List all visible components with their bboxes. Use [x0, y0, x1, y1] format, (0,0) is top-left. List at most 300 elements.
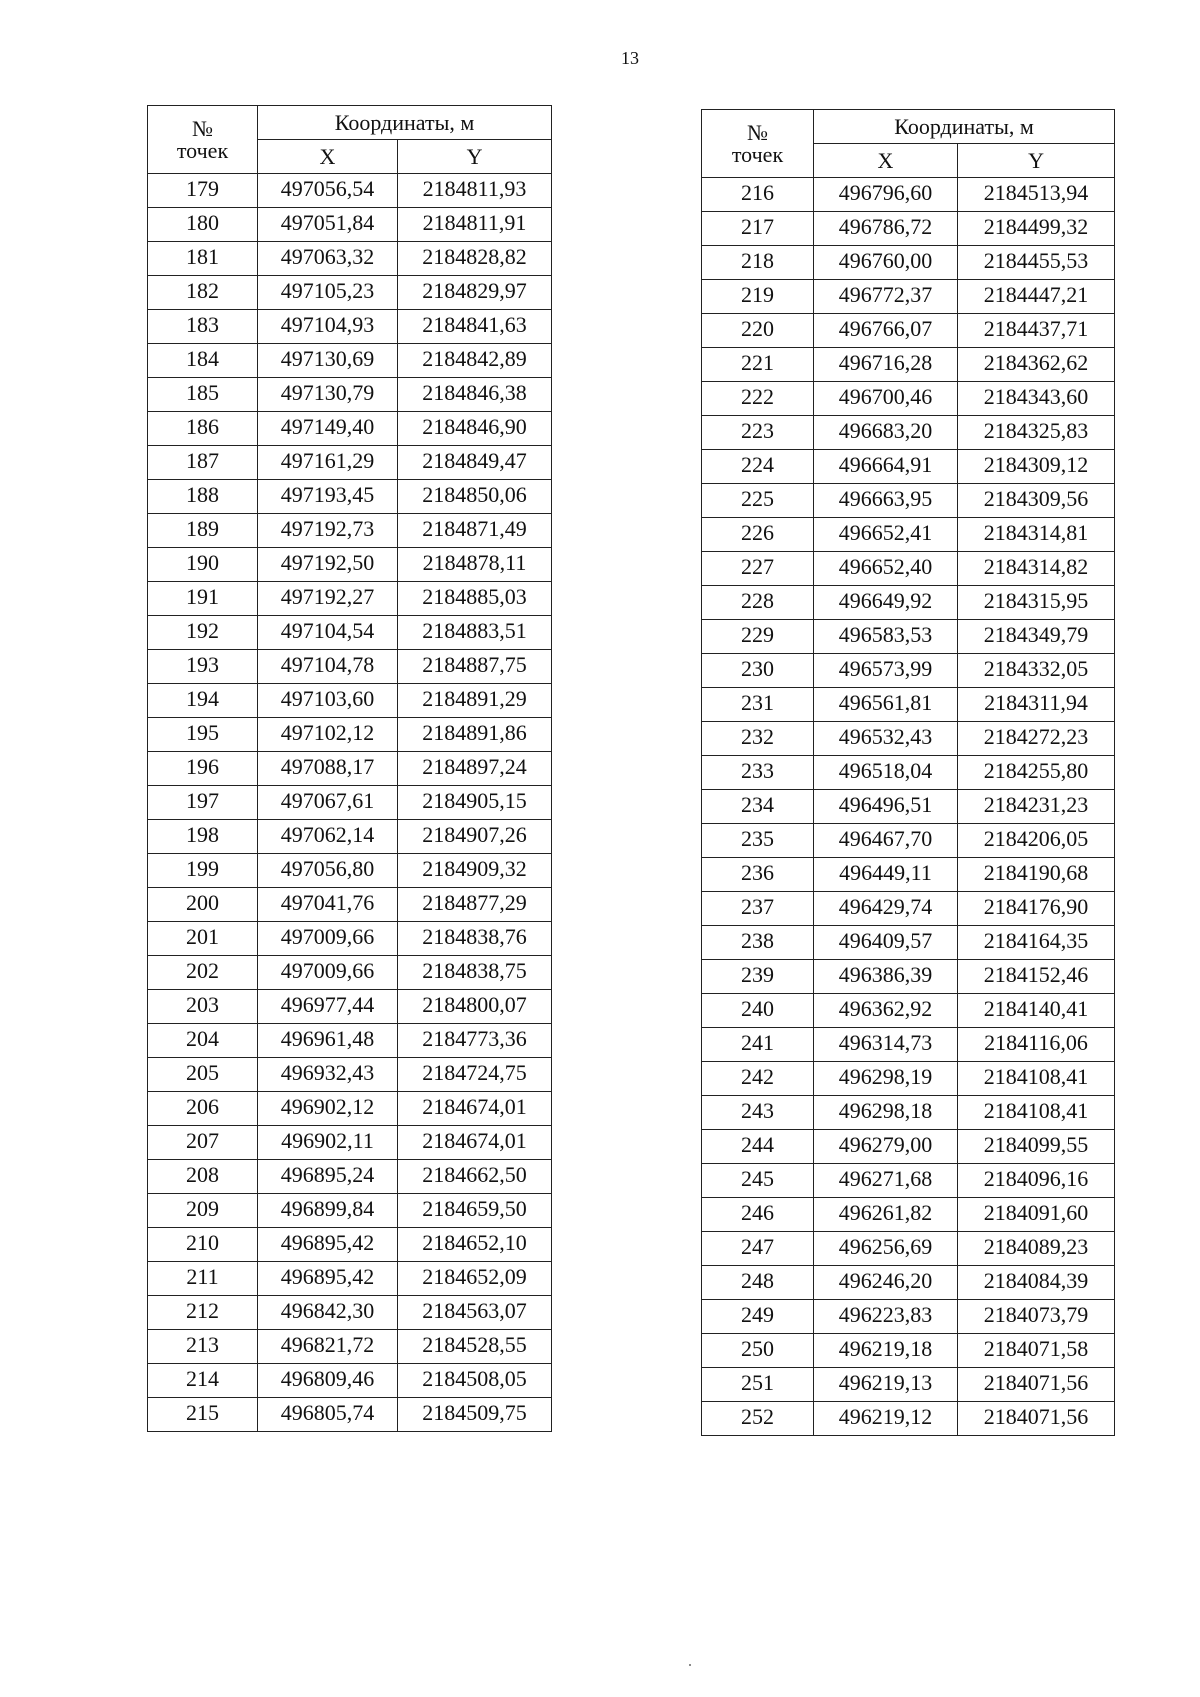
x-coordinate-cell: 497130,79: [258, 378, 398, 412]
x-coordinate-cell: 496772,37: [814, 280, 958, 314]
y-coordinate-cell: 2184499,32: [958, 212, 1115, 246]
x-coordinate-cell: 496219,18: [814, 1334, 958, 1368]
x-coordinate-cell: 497041,76: [258, 888, 398, 922]
table-row: [148, 582, 552, 616]
table-row: [148, 786, 552, 820]
y-coordinate-cell: 2184309,56: [958, 484, 1115, 518]
point-number-cell: 226: [702, 518, 814, 552]
y-coordinate-cell: 2184887,75: [398, 650, 552, 684]
y-coordinate-cell: 2184907,26: [398, 820, 552, 854]
table-row: [148, 684, 552, 718]
y-coordinate-cell: 2184071,58: [958, 1334, 1115, 1368]
table-row: [702, 280, 1115, 314]
y-coordinate-cell: 2184838,75: [398, 956, 552, 990]
table-row: [148, 1398, 552, 1432]
point-number-cell: 190: [148, 548, 258, 582]
table-row: [148, 276, 552, 310]
point-number-cell: 219: [702, 280, 814, 314]
x-coordinate-cell: 497056,54: [258, 174, 398, 208]
y-coordinate-cell: 2184255,80: [958, 756, 1115, 790]
table-row: [148, 718, 552, 752]
point-number-cell: 194: [148, 684, 258, 718]
table-row: [148, 412, 552, 446]
y-coordinate-cell: 2184838,76: [398, 922, 552, 956]
x-coordinate-cell: 496652,40: [814, 552, 958, 586]
table-row: [702, 1300, 1115, 1334]
table-row: [702, 1334, 1115, 1368]
point-number-cell: 244: [702, 1130, 814, 1164]
table-row: [702, 552, 1115, 586]
y-coordinate-cell: 2184828,82: [398, 242, 552, 276]
x-coordinate-cell: 497009,66: [258, 922, 398, 956]
table-row: [702, 246, 1115, 280]
number-sign: №: [747, 119, 768, 145]
coordinates-header: Координаты, м: [258, 106, 552, 140]
y-coordinate-cell: 2184164,35: [958, 926, 1115, 960]
x-coordinate-cell: 496256,69: [814, 1232, 958, 1266]
point-number-cell: 183: [148, 310, 258, 344]
y-coordinate-cell: 2184909,32: [398, 854, 552, 888]
table-row: [702, 1232, 1115, 1266]
table-row: [702, 1266, 1115, 1300]
y-coordinate-cell: 2184842,89: [398, 344, 552, 378]
table-row: [148, 514, 552, 548]
x-coordinate-cell: 496766,07: [814, 314, 958, 348]
table-row: [702, 994, 1115, 1028]
point-number-cell: 224: [702, 450, 814, 484]
x-coordinate-cell: 496561,81: [814, 688, 958, 722]
x-coordinate-cell: 497130,69: [258, 344, 398, 378]
table-row: [148, 888, 552, 922]
y-coordinate-cell: 2184089,23: [958, 1232, 1115, 1266]
point-number-cell: 225: [702, 484, 814, 518]
y-coordinate-cell: 2184811,91: [398, 208, 552, 242]
y-coordinate-cell: 2184829,97: [398, 276, 552, 310]
x-coordinate-cell: 497104,78: [258, 650, 398, 684]
y-coordinate-cell: 2184659,50: [398, 1194, 552, 1228]
x-coordinate-cell: 497056,80: [258, 854, 398, 888]
table-row: [702, 212, 1115, 246]
point-number-cell: 235: [702, 824, 814, 858]
point-number-cell: 199: [148, 854, 258, 888]
point-number-cell: 218: [702, 246, 814, 280]
table-row: [702, 960, 1115, 994]
x-coordinate-cell: 496314,73: [814, 1028, 958, 1062]
point-number-cell: 209: [148, 1194, 258, 1228]
y-coordinate-cell: 2184314,81: [958, 518, 1115, 552]
table-row: [702, 620, 1115, 654]
point-number-cell: 215: [148, 1398, 258, 1432]
x-coordinate-cell: 496902,11: [258, 1126, 398, 1160]
y-coordinate-cell: 2184724,75: [398, 1058, 552, 1092]
y-coordinate-cell: 2184332,05: [958, 654, 1115, 688]
y-coordinate-cell: 2184878,11: [398, 548, 552, 582]
x-coordinate-cell: 497192,73: [258, 514, 398, 548]
y-coordinate-cell: 2184073,79: [958, 1300, 1115, 1334]
x-coordinate-cell: 496429,74: [814, 892, 958, 926]
x-coordinate-cell: 496663,95: [814, 484, 958, 518]
point-number-cell: 181: [148, 242, 258, 276]
point-number-cell: 250: [702, 1334, 814, 1368]
point-number-cell: 208: [148, 1160, 258, 1194]
point-number-cell: 182: [148, 276, 258, 310]
table-row: [148, 990, 552, 1024]
table-row: [148, 1092, 552, 1126]
table-row: [148, 208, 552, 242]
point-number-cell: 217: [702, 212, 814, 246]
point-number-cell: 246: [702, 1198, 814, 1232]
number-sign: №: [192, 115, 213, 141]
y-coordinate-cell: 2184349,79: [958, 620, 1115, 654]
x-coordinate-cell: 497193,45: [258, 480, 398, 514]
point-number-cell: 214: [148, 1364, 258, 1398]
table-row: [702, 824, 1115, 858]
table-row: [148, 1194, 552, 1228]
y-coordinate-cell: 2184652,09: [398, 1262, 552, 1296]
point-number-cell: 243: [702, 1096, 814, 1130]
point-number-cell: 242: [702, 1062, 814, 1096]
y-coordinate-cell: 2184190,68: [958, 858, 1115, 892]
y-coordinate-cell: 2184800,07: [398, 990, 552, 1024]
point-number-cell: 189: [148, 514, 258, 548]
x-coordinate-cell: 496649,92: [814, 586, 958, 620]
point-number-cell: 220: [702, 314, 814, 348]
y-coordinate-cell: 2184674,01: [398, 1126, 552, 1160]
scan-speck: [689, 1664, 691, 1666]
x-coordinate-cell: 496895,24: [258, 1160, 398, 1194]
y-coordinate-cell: 2184871,49: [398, 514, 552, 548]
table-row: [148, 1160, 552, 1194]
point-number-cell: 186: [148, 412, 258, 446]
table-row: [702, 688, 1115, 722]
x-coordinate-cell: 496449,11: [814, 858, 958, 892]
x-coordinate-cell: 496573,99: [814, 654, 958, 688]
x-coordinate-cell: 496902,12: [258, 1092, 398, 1126]
point-number-cell: 203: [148, 990, 258, 1024]
point-number-cell: 232: [702, 722, 814, 756]
point-number-cell: 233: [702, 756, 814, 790]
x-coordinate-cell: 496298,19: [814, 1062, 958, 1096]
point-number-cell: 222: [702, 382, 814, 416]
table-row: [148, 1228, 552, 1262]
x-coordinate-cell: 496532,43: [814, 722, 958, 756]
x-coordinate-cell: 497051,84: [258, 208, 398, 242]
x-coordinate-cell: 496700,46: [814, 382, 958, 416]
point-number-cell: 206: [148, 1092, 258, 1126]
table-row: [148, 820, 552, 854]
y-coordinate-cell: 2184652,10: [398, 1228, 552, 1262]
x-coordinate-cell: 496362,92: [814, 994, 958, 1028]
table-row: [148, 174, 552, 208]
table-row: [148, 548, 552, 582]
y-coordinate-cell: 2184662,50: [398, 1160, 552, 1194]
point-number-header: [702, 110, 814, 178]
table-row: [148, 650, 552, 684]
y-coordinate-cell: 2184897,24: [398, 752, 552, 786]
point-number-cell: 245: [702, 1164, 814, 1198]
y-coordinate-cell: 2184563,07: [398, 1296, 552, 1330]
y-coordinate-cell: 2184108,41: [958, 1096, 1115, 1130]
y-coordinate-cell: 2184891,29: [398, 684, 552, 718]
point-number-cell: 184: [148, 344, 258, 378]
table-row: [148, 344, 552, 378]
point-number-header: [148, 106, 258, 174]
points-label: точек: [731, 141, 784, 167]
point-number-cell: 193: [148, 650, 258, 684]
point-number-cell: 249: [702, 1300, 814, 1334]
x-coordinate-cell: 496219,12: [814, 1402, 958, 1436]
point-number-cell: 191: [148, 582, 258, 616]
x-coordinate-cell: 497067,61: [258, 786, 398, 820]
table-row: [148, 1058, 552, 1092]
x-coordinate-cell: 497103,60: [258, 684, 398, 718]
point-number-cell: 201: [148, 922, 258, 956]
x-coordinate-cell: 497062,14: [258, 820, 398, 854]
table-row: [702, 892, 1115, 926]
y-coordinate-cell: 2184508,05: [398, 1364, 552, 1398]
point-number-cell: 236: [702, 858, 814, 892]
point-number-cell: 187: [148, 446, 258, 480]
x-coordinate-cell: 497088,17: [258, 752, 398, 786]
table-row: [702, 1028, 1115, 1062]
table-row: [702, 178, 1115, 212]
point-number-cell: 197: [148, 786, 258, 820]
y-coordinate-cell: 2184071,56: [958, 1368, 1115, 1402]
y-coordinate-cell: 2184850,06: [398, 480, 552, 514]
x-coordinate-cell: 497192,27: [258, 582, 398, 616]
table-row: [148, 1262, 552, 1296]
y-coordinate-cell: 2184849,47: [398, 446, 552, 480]
x-coordinate-cell: 496760,00: [814, 246, 958, 280]
y-coordinate-cell: 2184883,51: [398, 616, 552, 650]
x-coordinate-cell: 496467,70: [814, 824, 958, 858]
x-coordinate-cell: 496298,18: [814, 1096, 958, 1130]
table-row: [702, 586, 1115, 620]
table-row: [148, 752, 552, 786]
page-number: 13: [621, 48, 639, 68]
y-coordinate-cell: 2184343,60: [958, 382, 1115, 416]
point-number-cell: 185: [148, 378, 258, 412]
x-coordinate-cell: 496386,39: [814, 960, 958, 994]
x-coordinate-cell: 496496,51: [814, 790, 958, 824]
point-number-cell: 198: [148, 820, 258, 854]
x-coordinate-cell: 496652,41: [814, 518, 958, 552]
x-coordinate-cell: 496932,43: [258, 1058, 398, 1092]
x-coordinate-cell: 496895,42: [258, 1228, 398, 1262]
point-number-cell: 240: [702, 994, 814, 1028]
table-row: [148, 1126, 552, 1160]
table-row: [702, 1096, 1115, 1130]
y-coordinate-cell: 2184116,06: [958, 1028, 1115, 1062]
coordinates-table-left: [147, 105, 552, 1432]
point-number-cell: 247: [702, 1232, 814, 1266]
y-coordinate-cell: 2184096,16: [958, 1164, 1115, 1198]
point-number-cell: 179: [148, 174, 258, 208]
point-number-cell: 188: [148, 480, 258, 514]
table-row: [702, 416, 1115, 450]
point-number-cell: 205: [148, 1058, 258, 1092]
point-number-cell: 207: [148, 1126, 258, 1160]
x-coordinate-cell: 496683,20: [814, 416, 958, 450]
y-coordinate-cell: 2184885,03: [398, 582, 552, 616]
y-coordinate-cell: 2184513,94: [958, 178, 1115, 212]
y-coordinate-cell: 2184455,53: [958, 246, 1115, 280]
point-number-cell: 204: [148, 1024, 258, 1058]
point-number-cell: 229: [702, 620, 814, 654]
y-coordinate-cell: 2184071,56: [958, 1402, 1115, 1436]
y-coordinate-cell: 2184905,15: [398, 786, 552, 820]
point-number-cell: 180: [148, 208, 258, 242]
table-body-left: [148, 174, 552, 1432]
x-coordinate-cell: 497192,50: [258, 548, 398, 582]
y-coordinate-cell: 2184099,55: [958, 1130, 1115, 1164]
x-coordinate-cell: 496271,68: [814, 1164, 958, 1198]
y-coordinate-cell: 2184437,71: [958, 314, 1115, 348]
table-row: [702, 1130, 1115, 1164]
table-row: [702, 382, 1115, 416]
y-header: Y: [958, 144, 1115, 178]
table-row: [702, 450, 1115, 484]
table-row: [702, 1402, 1115, 1436]
point-number-cell: 196: [148, 752, 258, 786]
y-coordinate-cell: 2184152,46: [958, 960, 1115, 994]
table-row: [148, 242, 552, 276]
table-row: [702, 518, 1115, 552]
x-coordinate-cell: 496977,44: [258, 990, 398, 1024]
point-number-cell: 195: [148, 718, 258, 752]
y-coordinate-cell: 2184325,83: [958, 416, 1115, 450]
point-number-cell: 251: [702, 1368, 814, 1402]
y-coordinate-cell: 2184846,38: [398, 378, 552, 412]
y-coordinate-cell: 2184846,90: [398, 412, 552, 446]
table-row: [148, 310, 552, 344]
y-coordinate-cell: 2184891,86: [398, 718, 552, 752]
x-coordinate-cell: 496583,53: [814, 620, 958, 654]
table-row: [702, 1198, 1115, 1232]
y-coordinate-cell: 2184206,05: [958, 824, 1115, 858]
table-row: [702, 722, 1115, 756]
x-coordinate-cell: 496518,04: [814, 756, 958, 790]
point-number-cell: 216: [702, 178, 814, 212]
y-coordinate-cell: 2184315,95: [958, 586, 1115, 620]
x-coordinate-cell: 497161,29: [258, 446, 398, 480]
y-coordinate-cell: 2184528,55: [398, 1330, 552, 1364]
x-coordinate-cell: 496261,82: [814, 1198, 958, 1232]
coordinates-header: Координаты, м: [814, 110, 1115, 144]
x-coordinate-cell: 496809,46: [258, 1364, 398, 1398]
x-coordinate-cell: 496223,83: [814, 1300, 958, 1334]
point-number-cell: 230: [702, 654, 814, 688]
table-row: [148, 616, 552, 650]
y-coordinate-cell: 2184309,12: [958, 450, 1115, 484]
point-number-cell: 213: [148, 1330, 258, 1364]
table-row: [148, 854, 552, 888]
y-coordinate-cell: 2184674,01: [398, 1092, 552, 1126]
x-coordinate-cell: 496664,91: [814, 450, 958, 484]
y-coordinate-cell: 2184362,62: [958, 348, 1115, 382]
x-coordinate-cell: 497104,54: [258, 616, 398, 650]
table-row: [702, 654, 1115, 688]
x-coordinate-cell: 496409,57: [814, 926, 958, 960]
y-coordinate-cell: 2184091,60: [958, 1198, 1115, 1232]
coordinates-table-right: [701, 109, 1115, 1436]
x-header: X: [258, 140, 398, 174]
point-number-cell: 212: [148, 1296, 258, 1330]
point-number-cell: 192: [148, 616, 258, 650]
y-coordinate-cell: 2184084,39: [958, 1266, 1115, 1300]
x-coordinate-cell: 496899,84: [258, 1194, 398, 1228]
y-coordinate-cell: 2184773,36: [398, 1024, 552, 1058]
point-number-cell: 200: [148, 888, 258, 922]
table-row: [702, 790, 1115, 824]
point-number-cell: 239: [702, 960, 814, 994]
table-row: [702, 1062, 1115, 1096]
point-number-cell: 228: [702, 586, 814, 620]
table-row: [148, 956, 552, 990]
x-coordinate-cell: 497102,12: [258, 718, 398, 752]
x-coordinate-cell: 496786,72: [814, 212, 958, 246]
y-coordinate-cell: 2184877,29: [398, 888, 552, 922]
x-coordinate-cell: 496246,20: [814, 1266, 958, 1300]
table-row: [702, 756, 1115, 790]
point-number-cell: 231: [702, 688, 814, 722]
x-coordinate-cell: 496842,30: [258, 1296, 398, 1330]
y-coordinate-cell: 2184811,93: [398, 174, 552, 208]
y-coordinate-cell: 2184841,63: [398, 310, 552, 344]
table-row: [148, 1296, 552, 1330]
table-row: [148, 1024, 552, 1058]
x-coordinate-cell: 497149,40: [258, 412, 398, 446]
point-number-cell: 252: [702, 1402, 814, 1436]
table-row: [702, 314, 1115, 348]
table-row: [148, 378, 552, 412]
x-coordinate-cell: 497105,23: [258, 276, 398, 310]
table-row: [702, 858, 1115, 892]
table-row: [702, 484, 1115, 518]
x-coordinate-cell: 496279,00: [814, 1130, 958, 1164]
y-coordinate-cell: 2184231,23: [958, 790, 1115, 824]
x-coordinate-cell: 496805,74: [258, 1398, 398, 1432]
point-number-cell: 234: [702, 790, 814, 824]
y-coordinate-cell: 2184272,23: [958, 722, 1115, 756]
y-coordinate-cell: 2184509,75: [398, 1398, 552, 1432]
x-header: X: [814, 144, 958, 178]
x-coordinate-cell: 496821,72: [258, 1330, 398, 1364]
points-label: точек: [176, 137, 229, 163]
table-row: [148, 1330, 552, 1364]
x-coordinate-cell: 497104,93: [258, 310, 398, 344]
x-coordinate-cell: 497009,66: [258, 956, 398, 990]
x-coordinate-cell: 496895,42: [258, 1262, 398, 1296]
y-coordinate-cell: 2184311,94: [958, 688, 1115, 722]
table-row: [702, 1368, 1115, 1402]
y-coordinate-cell: 2184447,21: [958, 280, 1115, 314]
y-coordinate-cell: 2184314,82: [958, 552, 1115, 586]
table-row: [148, 480, 552, 514]
y-coordinate-cell: 2184108,41: [958, 1062, 1115, 1096]
table-body-right: [702, 178, 1115, 1436]
x-coordinate-cell: 496219,13: [814, 1368, 958, 1402]
point-number-cell: 227: [702, 552, 814, 586]
point-number-cell: 210: [148, 1228, 258, 1262]
table-row: [702, 926, 1115, 960]
point-number-cell: 241: [702, 1028, 814, 1062]
point-number-cell: 237: [702, 892, 814, 926]
point-number-cell: 238: [702, 926, 814, 960]
x-coordinate-cell: 497063,32: [258, 242, 398, 276]
y-header: Y: [398, 140, 552, 174]
x-coordinate-cell: 496716,28: [814, 348, 958, 382]
